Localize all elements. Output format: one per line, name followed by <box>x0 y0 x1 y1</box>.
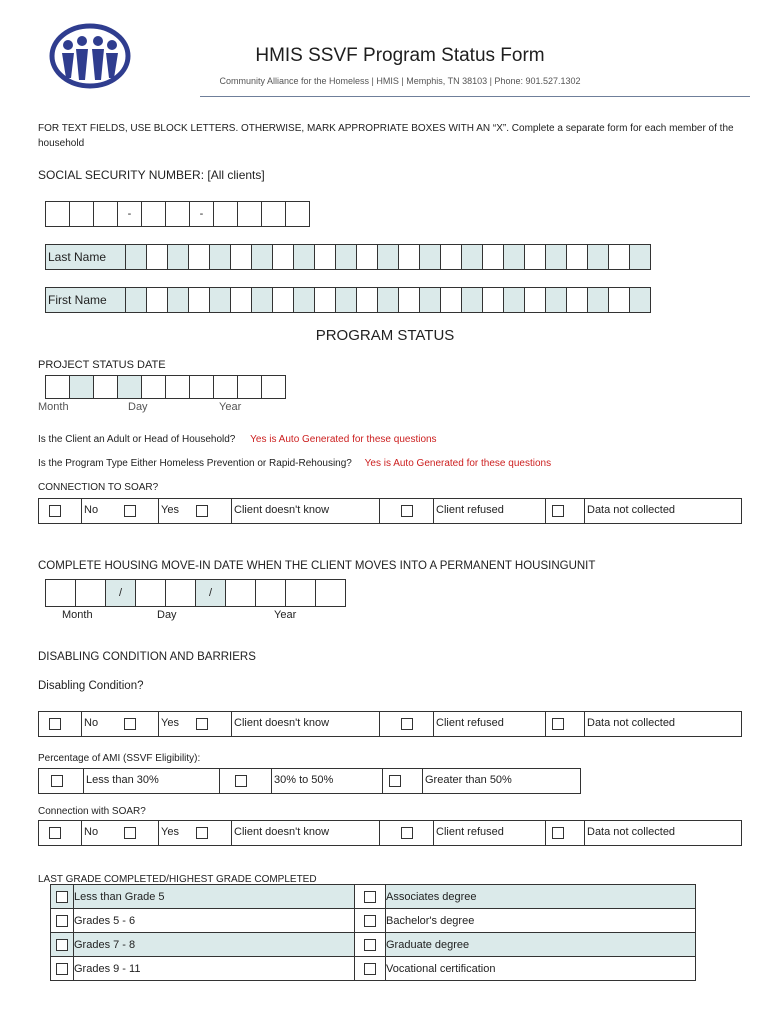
ssn-separator: - <box>117 201 142 227</box>
date-box[interactable] <box>141 375 166 399</box>
ssn-digit[interactable] <box>69 201 94 227</box>
date-box[interactable] <box>255 579 286 607</box>
letter-box[interactable] <box>419 287 441 313</box>
letter-box[interactable] <box>209 287 231 313</box>
date-year-caption: Year <box>219 401 242 413</box>
date-box[interactable] <box>69 375 94 399</box>
letter-box[interactable] <box>377 244 399 270</box>
soar2-dont-know-checkbox[interactable] <box>196 827 208 839</box>
letter-box[interactable] <box>230 244 252 270</box>
date-box[interactable] <box>45 375 70 399</box>
grade-option: Bachelor's degree <box>386 909 696 933</box>
date-box[interactable] <box>165 579 196 607</box>
letter-box[interactable] <box>377 287 399 313</box>
disabling-yes-checkbox[interactable] <box>124 718 136 730</box>
letter-box[interactable] <box>272 287 294 313</box>
letter-box[interactable] <box>188 244 210 270</box>
move-in-year-caption: Year <box>274 609 297 621</box>
date-box[interactable] <box>165 375 190 399</box>
letter-box[interactable] <box>230 287 252 313</box>
ssn-digit[interactable] <box>285 201 310 227</box>
grade-table <box>50 884 696 981</box>
soar2-not-collected-checkbox[interactable] <box>552 827 564 839</box>
ami-greater-50-checkbox[interactable] <box>389 775 401 787</box>
letter-box[interactable] <box>251 244 273 270</box>
ami-less-30-checkbox[interactable] <box>51 775 63 787</box>
date-box[interactable] <box>75 579 106 607</box>
letter-box[interactable] <box>398 244 420 270</box>
last-name-label: Last Name <box>45 244 126 270</box>
soar2-no-checkbox[interactable] <box>49 827 61 839</box>
grade-option: Vocational certification <box>386 957 696 981</box>
date-box[interactable] <box>189 375 214 399</box>
letter-box[interactable] <box>629 287 651 313</box>
program-type-auto-note: Yes is Auto Generated for these questions <box>364 458 552 469</box>
option-not-collected-label: Data not collected <box>587 717 676 729</box>
date-slash: / <box>195 579 226 607</box>
option-dont-know-label: Client doesn't know <box>234 826 330 838</box>
letter-box[interactable] <box>125 287 147 313</box>
disabling-not-collected-checkbox[interactable] <box>552 718 564 730</box>
letter-box[interactable] <box>146 287 168 313</box>
letter-box[interactable] <box>440 244 462 270</box>
instructions: FOR TEXT FIELDS, USE BLOCK LETTERS. OTHERWISE, MARK APPROPRIATE BOXES WITH AN “X”. Complete a separate form for each member of the household <box>38 123 734 149</box>
program-status-heading: PROGRAM STATUS <box>315 327 455 344</box>
ssn-label: SOCIAL SECURITY NUMBER: [All clients] <box>38 168 265 182</box>
date-box[interactable] <box>45 579 76 607</box>
header-divider <box>200 96 750 97</box>
move-in-date-boxes[interactable] <box>45 579 345 607</box>
date-box[interactable] <box>261 375 286 399</box>
option-not-collected-label: Data not collected <box>587 826 676 838</box>
ssn-digit[interactable] <box>141 201 166 227</box>
grade-row <box>51 909 696 933</box>
option-no-label: No <box>84 504 99 516</box>
program-type-question-text: Is the Program Type Either Homeless Prevention or Rapid-Rehousing? <box>38 458 352 469</box>
adult-question <box>38 434 437 445</box>
ami-less-30-label: Less than 30% <box>86 774 159 786</box>
option-no-label: No <box>84 717 99 729</box>
option-no-label: No <box>84 826 99 838</box>
soar-connection-2-label: Connection with SOAR? <box>38 806 146 817</box>
letter-box[interactable] <box>503 244 525 270</box>
ami-30-50-label: 30% to 50% <box>274 774 334 786</box>
date-box[interactable] <box>213 375 238 399</box>
grade-option: Grades 5 - 6 <box>74 909 355 933</box>
ami-30-50-checkbox[interactable] <box>235 775 247 787</box>
soar2-refused-checkbox[interactable] <box>401 827 413 839</box>
grade-row <box>51 957 696 981</box>
adult-auto-note: Yes is Auto Generated for these questions <box>250 434 437 445</box>
option-yes-label: Yes <box>161 504 179 516</box>
letter-box[interactable] <box>566 287 588 313</box>
ssn-boxes[interactable] <box>45 201 309 227</box>
letter-box[interactable] <box>209 244 231 270</box>
date-box[interactable] <box>225 579 256 607</box>
option-dont-know-label: Client doesn't know <box>234 504 330 516</box>
disabling-refused-checkbox[interactable] <box>401 718 413 730</box>
letter-box[interactable] <box>251 287 273 313</box>
letter-box[interactable] <box>167 287 189 313</box>
first-name-label: First Name <box>45 287 126 313</box>
soar-connection-2-options <box>38 820 742 846</box>
ssn-separator: - <box>189 201 214 227</box>
letter-box[interactable] <box>629 244 651 270</box>
letter-box[interactable] <box>314 287 336 313</box>
grade-option: Graduate degree <box>386 933 696 957</box>
soar-not-collected-checkbox[interactable] <box>552 505 564 517</box>
letter-box[interactable] <box>587 287 609 313</box>
ssn-digit[interactable] <box>261 201 286 227</box>
letter-box[interactable] <box>356 244 378 270</box>
move-in-day-caption: Day <box>157 609 177 621</box>
date-box[interactable] <box>285 579 316 607</box>
letter-box[interactable] <box>356 287 378 313</box>
date-box[interactable] <box>135 579 166 607</box>
soar-no-checkbox[interactable] <box>49 505 61 517</box>
soar-dont-know-checkbox[interactable] <box>196 505 208 517</box>
grade-option: Grades 7 - 8 <box>74 933 355 957</box>
letter-box[interactable] <box>293 244 315 270</box>
grade-checkbox[interactable] <box>364 963 376 975</box>
date-box[interactable] <box>315 579 346 607</box>
letter-box[interactable] <box>587 244 609 270</box>
ssn-digit[interactable] <box>237 201 262 227</box>
letter-box[interactable] <box>482 287 504 313</box>
organization-logo <box>45 20 135 90</box>
move-in-month-caption: Month <box>62 609 93 621</box>
grade-checkbox[interactable] <box>56 963 68 975</box>
disabling-question: Disabling Condition? <box>38 680 144 692</box>
letter-box[interactable] <box>503 287 525 313</box>
date-slash: / <box>105 579 136 607</box>
option-refused-label: Client refused <box>436 826 504 838</box>
date-box[interactable] <box>117 375 142 399</box>
program-type-question <box>38 458 551 469</box>
letter-box[interactable] <box>335 244 357 270</box>
grade-checkbox[interactable] <box>364 915 376 927</box>
grade-checkbox[interactable] <box>56 915 68 927</box>
letter-box[interactable] <box>545 287 567 313</box>
ami-label: Percentage of AMI (SSVF Eligibility): <box>38 753 201 764</box>
letter-box[interactable] <box>167 244 189 270</box>
grade-option: Associates degree <box>386 885 696 909</box>
first-name-field[interactable] <box>45 287 650 313</box>
form-subtitle: Community Alliance for the Homeless | HMIS | Memphis, TN 38103 | Phone: 901.527.1302 <box>219 76 581 86</box>
grade-checkbox[interactable] <box>364 891 376 903</box>
letter-box[interactable] <box>524 287 546 313</box>
ssn-digit[interactable] <box>93 201 118 227</box>
soar-connection-options <box>38 498 742 524</box>
disabling-no-checkbox[interactable] <box>49 718 61 730</box>
grade-checkbox[interactable] <box>56 891 68 903</box>
option-dont-know-label: Client doesn't know <box>234 717 330 729</box>
ssn-digit[interactable] <box>45 201 70 227</box>
letter-box[interactable] <box>419 244 441 270</box>
option-refused-label: Client refused <box>436 717 504 729</box>
letter-box[interactable] <box>461 244 483 270</box>
soar-refused-checkbox[interactable] <box>401 505 413 517</box>
letter-box[interactable] <box>146 244 168 270</box>
disabling-heading: DISABLING CONDITION AND BARRIERS <box>38 651 256 663</box>
disabling-dont-know-checkbox[interactable] <box>196 718 208 730</box>
ami-greater-50-label: Greater than 50% <box>425 774 512 786</box>
soar-connection-label: CONNECTION TO SOAR? <box>38 482 159 493</box>
move-in-date-label: COMPLETE HOUSING MOVE-IN DATE WHEN THE CLIENT MOVES INTO A PERMANENT HOUSINGUNIT <box>38 560 596 572</box>
grade-row <box>51 885 696 909</box>
option-refused-label: Client refused <box>436 504 504 516</box>
letter-box[interactable] <box>125 244 147 270</box>
letter-box[interactable] <box>440 287 462 313</box>
letter-box[interactable] <box>524 244 546 270</box>
grade-heading: LAST GRADE COMPLETED/HIGHEST GRADE COMPLETED <box>38 874 317 885</box>
grade-option: Grades 9 - 11 <box>74 957 355 981</box>
letter-box[interactable] <box>608 287 630 313</box>
letter-box[interactable] <box>272 244 294 270</box>
letter-box[interactable] <box>566 244 588 270</box>
grade-checkbox[interactable] <box>56 939 68 951</box>
soar2-yes-checkbox[interactable] <box>124 827 136 839</box>
disabling-options <box>38 711 742 737</box>
option-yes-label: Yes <box>161 717 179 729</box>
date-day-caption: Day <box>128 401 148 413</box>
date-box[interactable] <box>237 375 262 399</box>
ami-options <box>38 768 581 794</box>
date-box[interactable] <box>93 375 118 399</box>
letter-box[interactable] <box>461 287 483 313</box>
last-name-field[interactable] <box>45 244 650 270</box>
project-status-date-boxes[interactable] <box>45 375 285 399</box>
soar-yes-checkbox[interactable] <box>124 505 136 517</box>
letter-box[interactable] <box>335 287 357 313</box>
letter-box[interactable] <box>188 287 210 313</box>
letter-box[interactable] <box>314 244 336 270</box>
adult-question-text: Is the Client an Adult or Head of Household? <box>38 434 236 445</box>
option-yes-label: Yes <box>161 826 179 838</box>
ssn-digit[interactable] <box>165 201 190 227</box>
date-month-caption: Month <box>38 401 69 413</box>
form-title: HMIS SSVF Program Status Form <box>255 45 545 66</box>
project-status-date-label: PROJECT STATUS DATE <box>38 359 166 371</box>
grade-option: Less than Grade 5 <box>74 885 355 909</box>
letter-box[interactable] <box>293 287 315 313</box>
grade-checkbox[interactable] <box>364 939 376 951</box>
grade-row <box>51 933 696 957</box>
letter-box[interactable] <box>545 244 567 270</box>
ssn-digit[interactable] <box>213 201 238 227</box>
letter-box[interactable] <box>398 287 420 313</box>
option-not-collected-label: Data not collected <box>587 504 676 516</box>
letter-box[interactable] <box>608 244 630 270</box>
letter-box[interactable] <box>482 244 504 270</box>
